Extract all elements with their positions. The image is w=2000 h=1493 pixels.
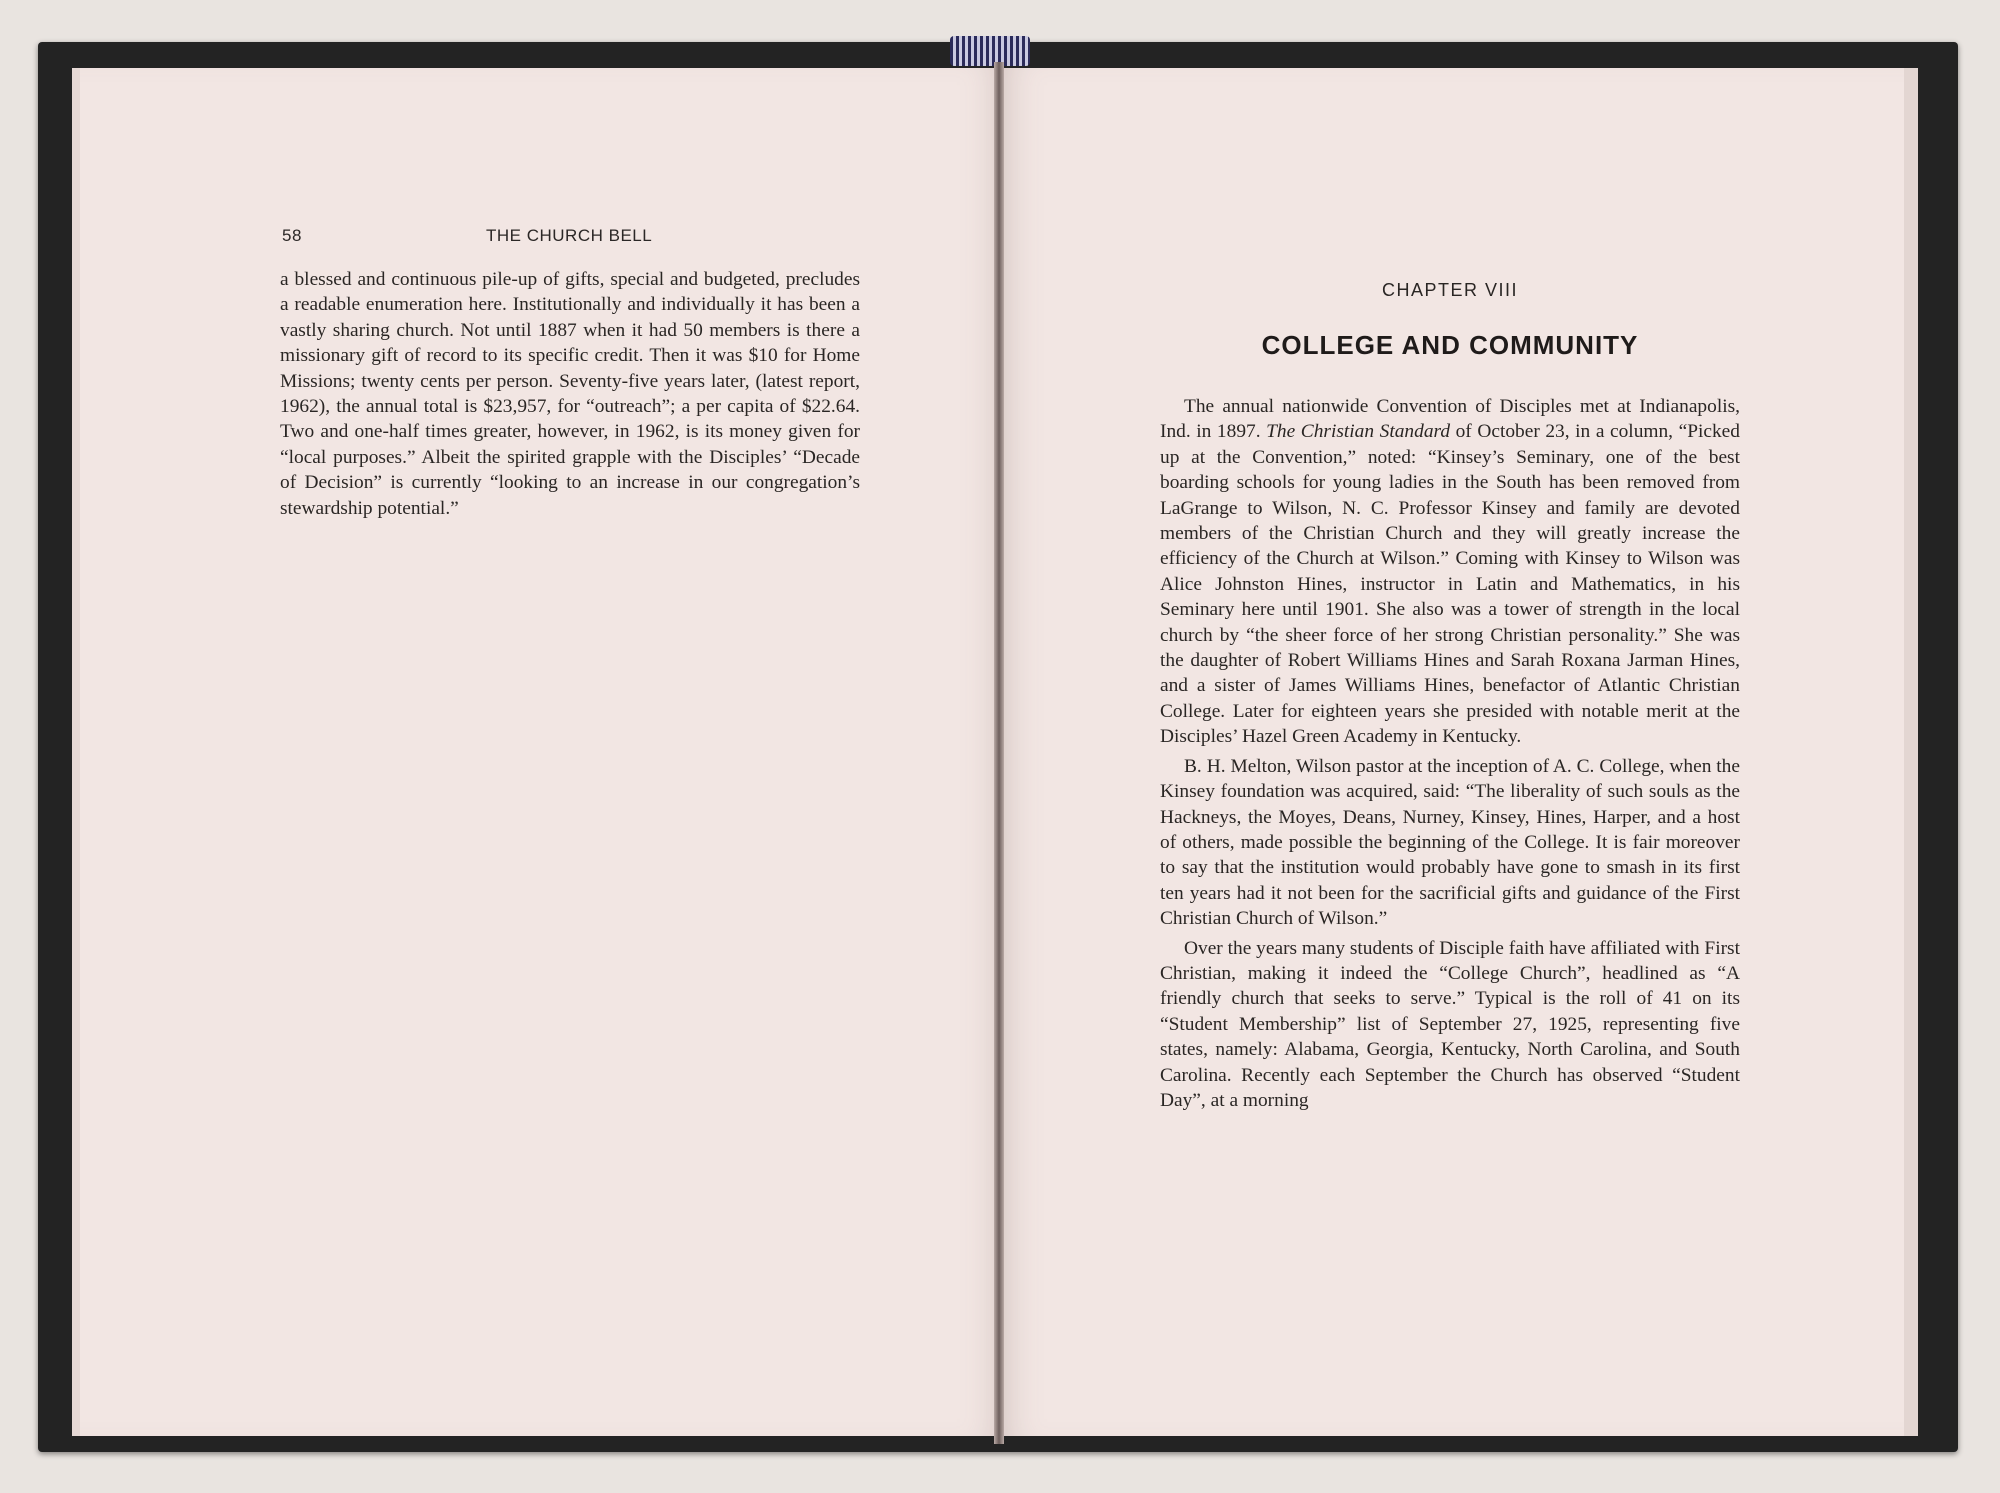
- publication-title: The Christian Standard: [1266, 421, 1451, 443]
- left-body-text: [280, 267, 860, 521]
- paragraph-1: [1160, 394, 1740, 750]
- running-head: [278, 226, 858, 248]
- right-body-text: [1160, 394, 1740, 1113]
- chapter-label: CHAPTER VIII: [1381, 280, 1519, 300]
- running-title: THE CHURCH BELL: [486, 226, 653, 245]
- page-number: 58: [282, 226, 302, 245]
- paragraph-2: B. H. Melton, Wilson pastor at the inception of A. C. College, when the Kinsey foundation was acquired, said: “The liberality of such souls as the Hackneys, the Moyes, Deans, Nurney, Kinsey, Hines, Harper, and a host of others, made possible the beginning of the College. It is fair moreover to say that the institution would probably have gone to smash in its first ten years had it not been for the sacrificial gifts and guidance of the First Christian Church of Wilson.”: [1160, 755, 1740, 930]
- paragraph-1-rest: of October 23, in a column, “Picked up at the Convention,” noted: “Kinsey’s Seminary, one of the best boarding schools for young ladies in the South has been removed from LaGrange to Wilson, N. C. Professor Kinsey and family are devoted members of the Christian Church and they will greatly increase the efficiency of the Church at Wilson.” Coming with Kinsey to Wilson was Alice Johnston Hines, instructor in Latin and Mathematics, in his Seminary here until 1901. She also was a tower of strength in the local church by “the sheer force of her strong Christian personality.” She was the daughter of Robert Williams Hines and Sarah Roxana Jarman Hines, and a sister of James Williams Hines, benefactor of Atlantic Christian College. Later for eighteen years she presided with notable merit at the Disciples’ Hazel Green Academy in Kentucky.: [1160, 421, 1740, 748]
- chapter-title: COLLEGE AND COMMUNITY: [1261, 330, 1639, 360]
- paragraph-3: Over the years many students of Disciple faith have affiliated with First Christian, making it indeed the “College Church”, headlined as “A friendly church that seeks to serve.” Typical is the roll of 41 on its “Student Membership” list of September 27, 1925, representing five states, namely: Alabama, Georgia, Kentucky, North Carolina, and South Carolina. Recently each September the Church has observed “Student Day”, at a morning: [1160, 937, 1740, 1111]
- paragraph-1-start: The annual nationwide Convention of Disciples met at Indianapolis, Ind. in 1897.: [1160, 396, 1740, 443]
- book-gutter: [994, 62, 1004, 1444]
- spine-headband: [950, 36, 1030, 66]
- left-paragraph: a blessed and continuous pile-up of gifts, special and budgeted, precludes a readable enumeration here. Institutionally and individually it has been a vastly sharing church. Not until 1887 when it had 50 members is there a missionary gift of record to its specific credit. Then it was $10 for Home Missions; twenty cents per person. Seventy-five years later, (latest report, 1962), the annual total is $23,957, for “outreach”; a per capita of $22.64. Two and one-half times greater, however, in 1962, is its money given for “local purposes.” Albeit the spirited grapple with the Disciples’ “Decade of Decision” is currently “looking to an increase in our congregation’s stewardship potential.”: [280, 269, 860, 519]
